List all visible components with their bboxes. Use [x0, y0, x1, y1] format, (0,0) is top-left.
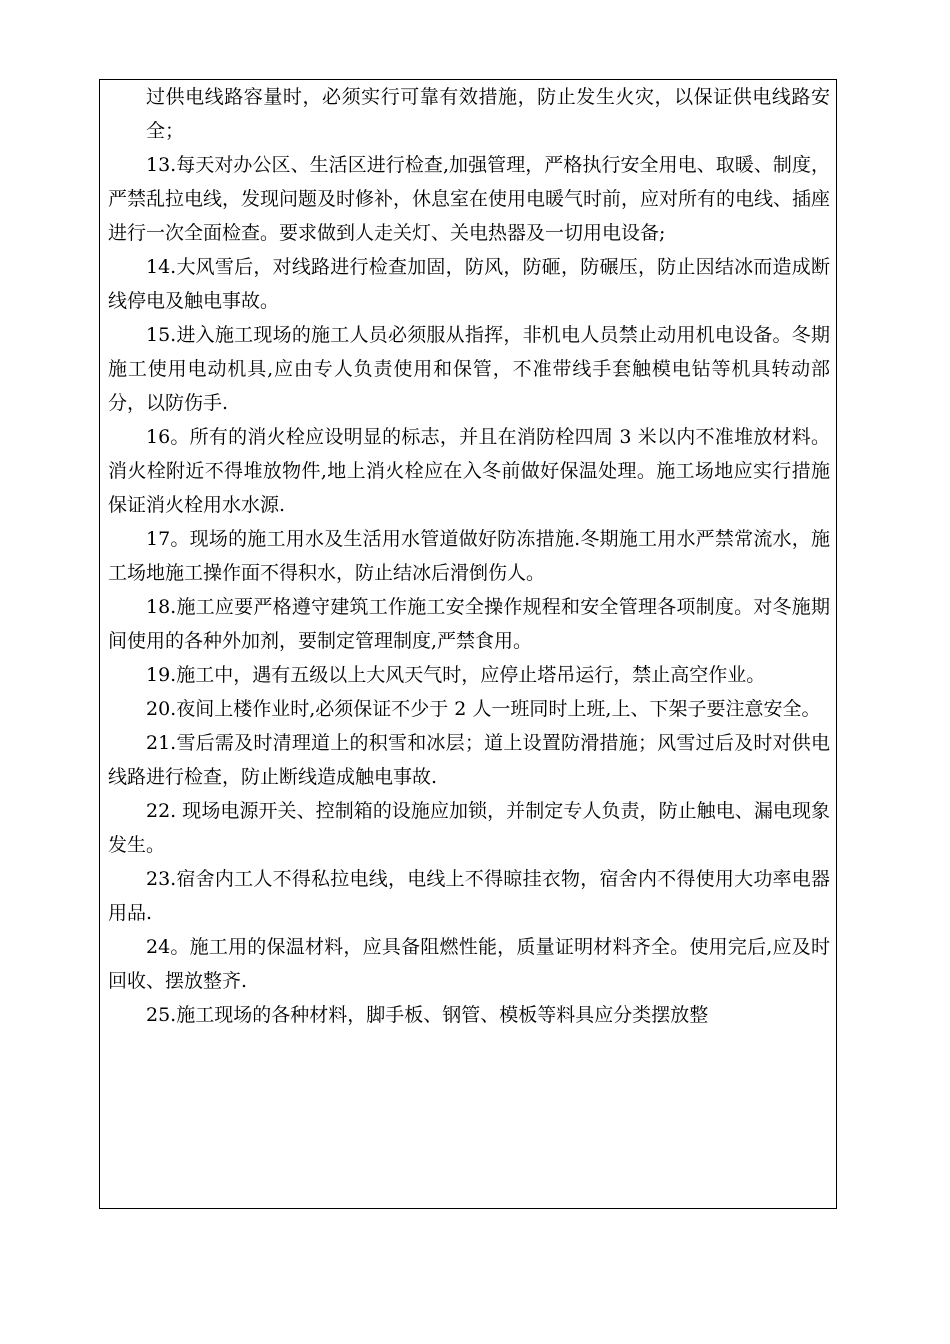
paragraph-item-19: 19.施工中，遇有五级以上大风天气时，应停止塔吊运行，禁止高空作业。 — [146, 664, 766, 686]
paragraph-item-14: 14.大风雪后，对线路进行检查加固，防风，防砸，防碾压，防止因结冰而造成断线停电及触电事故。 — [108, 256, 830, 312]
paragraph-item-21: 21.雪后需及时清理道上的积雪和冰层；道上设置防滑措施；风雪过后及时对供电线路进行检查，防止断线造成触电事故. — [108, 732, 830, 788]
paragraph-item-25: 25.施工现场的各种材料，脚手板、钢管、模板等料具应分类摆放整 — [146, 1004, 709, 1026]
paragraph-item-20: 20.夜间上楼作业时,必须保证不少于 2 人一班同时上班,上、下架子要注意安全。 — [146, 698, 821, 720]
paragraph-item-24: 24。施工用的保温材料，应具备阻燃性能，质量证明材料齐全。使用完后,应及时回收、摆放整齐. — [108, 936, 830, 992]
paragraph-item-17: 17。现场的施工用水及生活用水管道做好防冻措施.冬期施工用水严禁常流水，施工场地施工操作面不得积水，防止结冰后滑倒伤人。 — [108, 528, 830, 584]
paragraph-item-22: 22. 现场电源开关、控制箱的设施应加锁，并制定专人负责，防止触电、漏电现象发生。 — [108, 800, 830, 856]
document-table-cell — [99, 79, 837, 1209]
paragraph-item-16: 16。所有的消火栓应设明显的标志，并且在消防栓四周 3 米以内不准堆放材料。消火栓附近不得堆放物件,地上消火栓应在入冬前做好保温处理。施工场地应实行措施保证消火栓用水水源. — [108, 426, 830, 516]
paragraph-item-18: 18.施工应要严格遵守建筑工作施工安全操作规程和安全管理各项制度。对冬施期间使用的各种外加剂，要制定管理制度,严禁食用。 — [108, 596, 830, 652]
paragraph-item-15: 15.进入施工现场的施工人员必须服从指挥，非机电人员禁止动用机电设备。冬期施工使用电动机具,应由专人负责使用和保管，不准带线手套触模电钻等机具转动部分，以防伤手. — [108, 324, 830, 414]
paragraph-item-13: 13.每天对办公区、生活区进行检查,加强管理，严格执行安全用电、取暖、制度，严禁乱拉电线，发现问题及时修补，休息室在使用电暖气时前，应对所有的电线、插座进行一次全面检查。要求做到人走关灯、关电热器及一切用电设备; — [108, 154, 831, 244]
document-body — [108, 80, 830, 1032]
paragraph-continued: 过供电线路容量时，必须实行可靠有效措施，防止发生火灾，以保证供电线路安全； — [146, 86, 830, 142]
paragraph-item-23: 23.宿舍内工人不得私拉电线，电线上不得晾挂衣物，宿舍内不得使用大功率电器用品. — [108, 868, 830, 924]
